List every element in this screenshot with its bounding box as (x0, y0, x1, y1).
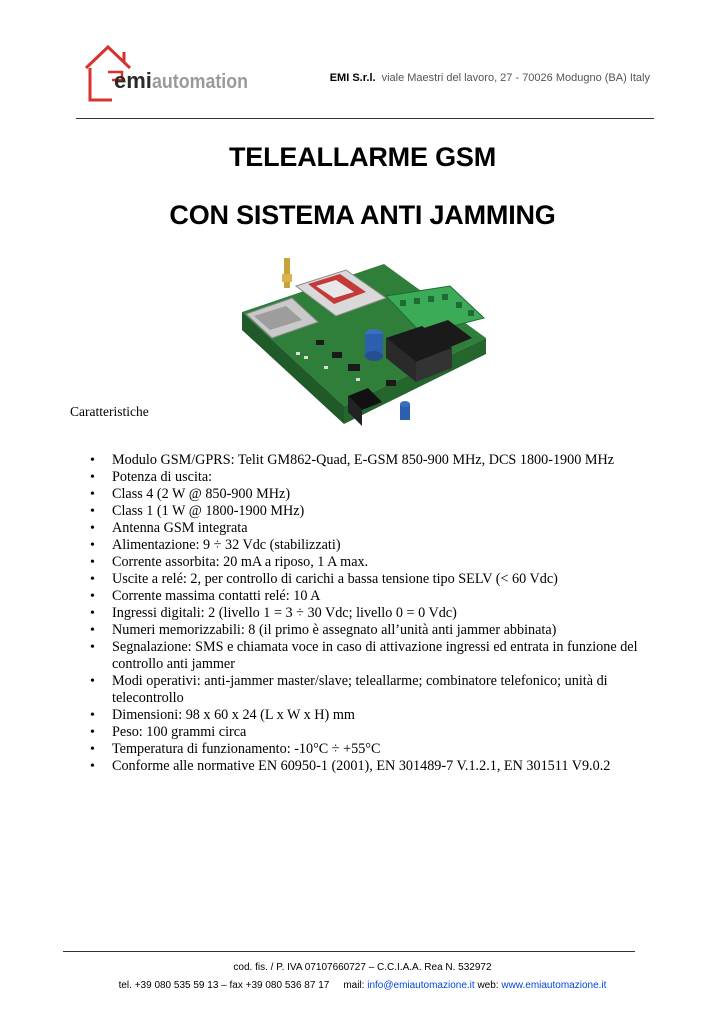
feature-item (90, 673, 660, 707)
feature-item (90, 469, 660, 486)
bullet-icon: • (90, 623, 95, 638)
footer-fiscal-info: cod. fis. / P. IVA 07107660727 – C.C.I.A.A. Rea N. 532972 (233, 962, 492, 973)
feature-text: Modulo GSM/GPRS: Telit GM862-Quad, E-GSM 850-900 MHz, DCS 1800-1900 MHz (112, 452, 615, 468)
bullet-icon: • (90, 674, 95, 689)
feature-text: Modi operativi: anti-jammer master/slave; teleallarme; combinatore telefonico; unità di telecontrollo (112, 673, 608, 706)
bullet-icon: • (90, 572, 95, 587)
bullet-icon: • (90, 470, 95, 485)
product-photo (236, 256, 488, 452)
bullet-icon: • (90, 742, 95, 757)
feature-item (90, 486, 660, 503)
feature-item (90, 707, 660, 724)
mail-label: mail: (343, 980, 365, 991)
footer-phone-fax: tel. +39 080 535 59 13 – fax +39 080 536 87 17 (118, 980, 330, 991)
feature-text: Corrente assorbita: 20 mA a riposo, 1 A max. (112, 554, 369, 570)
feature-item (90, 452, 660, 469)
feature-item (90, 554, 660, 571)
email-link[interactable]: info@emiautomazione.it (367, 980, 475, 991)
bullet-icon: • (90, 504, 95, 519)
feature-text: Class 1 (1 W @ 1800-1900 MHz) (112, 503, 305, 519)
feature-text: Antenna GSM integrata (112, 520, 248, 536)
feature-item (90, 724, 660, 741)
logo-text-emi: emi (114, 68, 152, 93)
bullet-icon: • (90, 606, 95, 621)
features-list (90, 452, 660, 775)
emi-automation-logo (72, 42, 252, 104)
company-name: EMI S.r.l. (329, 72, 376, 84)
feature-text: Numeri memorizzabili: 8 (il primo è assegnato all’unità anti jammer abbinata) (112, 622, 557, 638)
bullet-icon: • (90, 453, 95, 468)
bullet-icon: • (90, 487, 95, 502)
header-divider (76, 118, 654, 119)
bullet-icon: • (90, 538, 95, 553)
website-link[interactable]: www.emiautomazione.it (501, 980, 607, 991)
feature-text: Segnalazione: SMS e chiamata voce in caso di attivazione ingressi ed entrata in funzione del controllo anti jammer (112, 639, 638, 672)
bullet-icon: • (90, 725, 95, 740)
document-title-line1: TELEALLARME GSM (229, 142, 496, 172)
bullet-icon: • (90, 640, 95, 655)
feature-item (90, 571, 660, 588)
feature-text: Potenza di uscita: (112, 469, 213, 485)
feature-text: Peso: 100 grammi circa (112, 724, 247, 740)
feature-text: Uscite a relé: 2, per controllo di carichi a bassa tensione tipo SELV (< 60 Vdc) (112, 571, 558, 587)
feature-item (90, 622, 660, 639)
bullet-icon: • (90, 555, 95, 570)
footer-contacts (0, 980, 725, 991)
bullet-icon: • (90, 708, 95, 723)
feature-item (90, 537, 660, 554)
company-address: viale Maestri del lavoro, 27 - 70026 Modugno (BA) Italy (381, 72, 650, 84)
feature-item (90, 503, 660, 520)
feature-text: Class 4 (2 W @ 850-900 MHz) (112, 486, 291, 502)
logo-text-automation: automation (152, 71, 248, 93)
web-label: web: (477, 980, 499, 991)
feature-text: Corrente massima contatti relé: 10 A (112, 588, 321, 604)
feature-item (90, 758, 660, 775)
feature-text: Alimentazione: 9 ÷ 32 Vdc (stabilizzati) (112, 537, 341, 553)
bullet-icon: • (90, 521, 95, 536)
page-header (0, 0, 725, 120)
feature-item (90, 520, 660, 537)
features-heading: Caratteristiche (70, 404, 149, 419)
feature-text: Dimensioni: 98 x 60 x 24 (L x W x H) mm (112, 707, 355, 723)
bullet-icon: • (90, 759, 95, 774)
feature-item (90, 741, 660, 758)
feature-item (90, 639, 660, 673)
document-title-line2: CON SISTEMA ANTI JAMMING (169, 200, 556, 230)
company-line (330, 72, 650, 84)
bullet-icon: • (90, 589, 95, 604)
feature-text: Ingressi digitali: 2 (livello 1 = 3 ÷ 30 Vdc; livello 0 = 0 Vdc) (112, 605, 457, 621)
footer-divider (63, 951, 635, 952)
feature-text: Temperatura di funzionamento: -10°C ÷ +55°C (112, 741, 381, 757)
feature-item (90, 588, 660, 605)
feature-item (90, 605, 660, 622)
feature-text: Conforme alle normative EN 60950-1 (2001), EN 301489-7 V.1.2.1, EN 301511 V9.0.2 (112, 758, 611, 774)
